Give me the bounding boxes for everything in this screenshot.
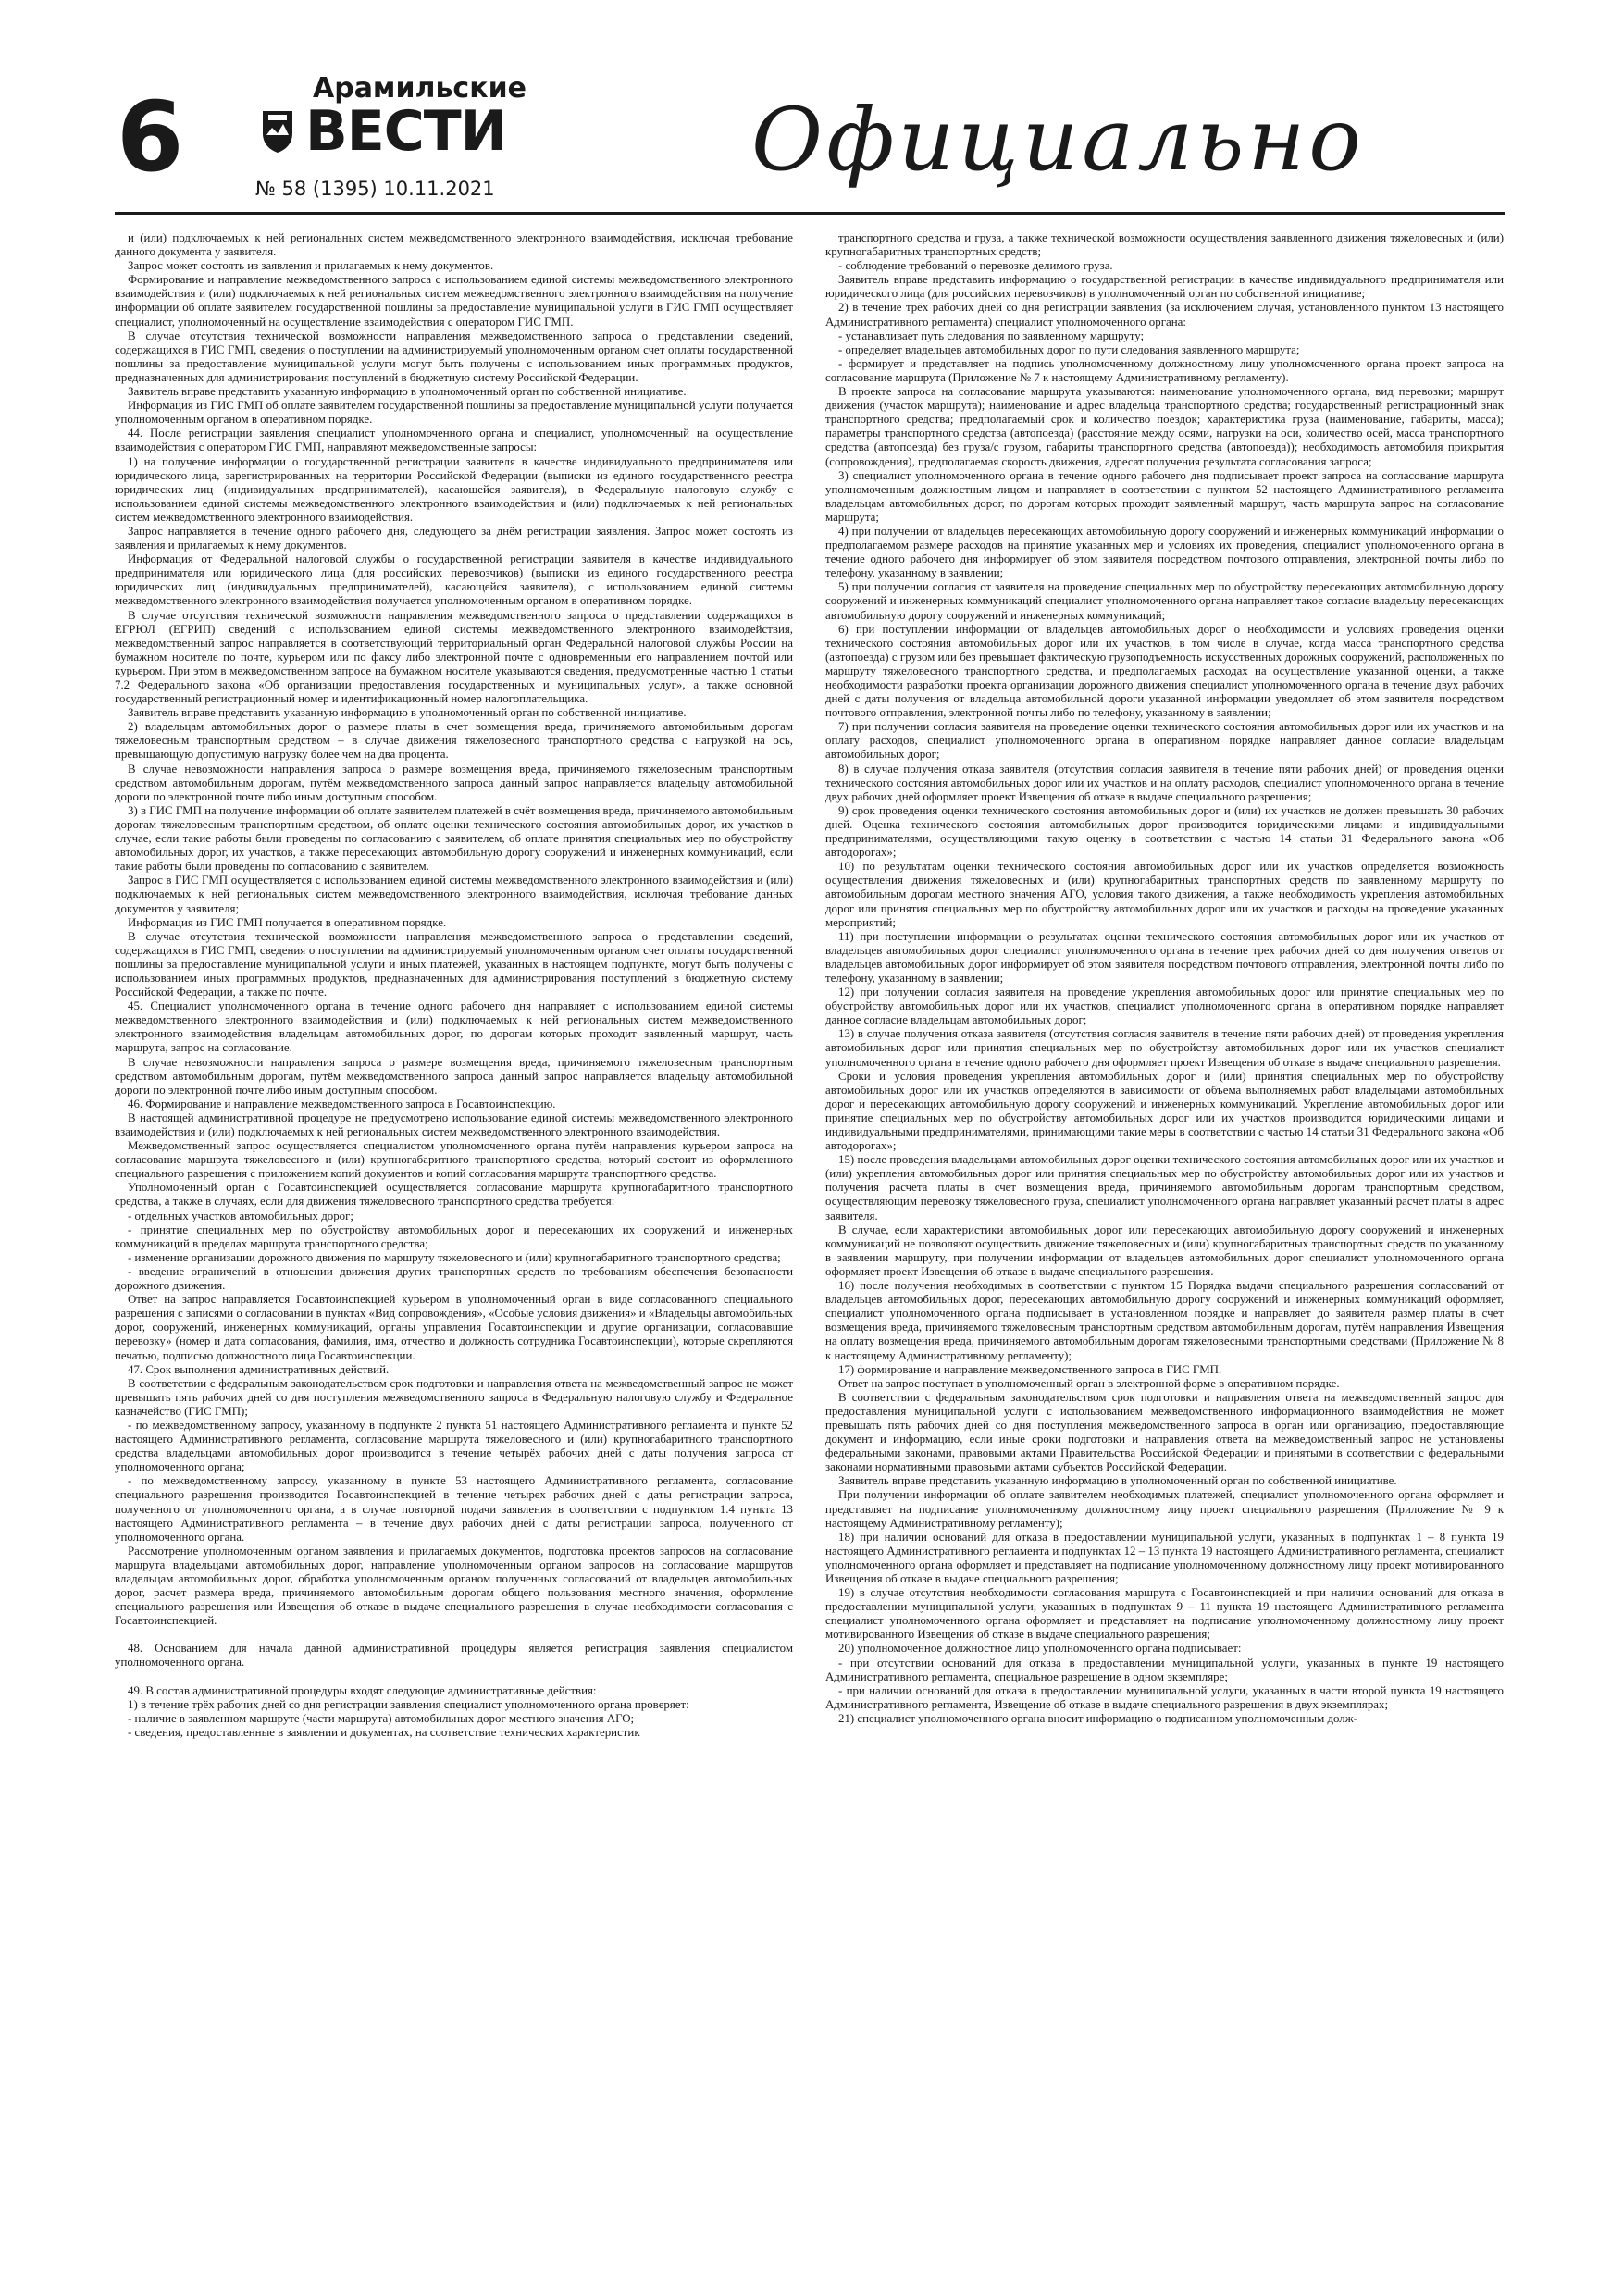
paragraph: В случае, если характеристики автомобильных дорог или пересекающих автомобильную дорогу сооружений и инженерных коммуникаций не позволяют осуществить движение тяжеловесных и (или) крупногабаритных транспортных средств по указанному в заявлении маршруту, при получении информации от владельцев автомобильных дорог специалист уполномоченного органа оформляет проект Извещения об отказе в выдаче специального разрешения.: [825, 1222, 1504, 1278]
paragraph: Информация из ГИС ГМП получается в оперативном порядке.: [128, 915, 447, 929]
paragraph: Заявитель вправе представить указанную информацию в уполномоченный орган по собственной инициативе.: [838, 1474, 1397, 1488]
paragraph: 20) уполномоченное должностное лицо уполномоченного органа подписывает:: [838, 1642, 1242, 1656]
article-column-right: [825, 231, 1504, 1726]
paragraph: - отдельных участков автомобильных дорог;: [128, 1209, 353, 1222]
paragraph: 46. Формирование и направление межведомственного запроса в Госавтоинспекцию.: [128, 1097, 556, 1111]
paragraph: 3) специалист уполномоченного органа в течение одного рабочего дня подписывает проект запроса на согласование маршрута уполномоченным должностным лицом и направляет в соответствии с пунктом 52 настоящего Административного регламента владельцам автомобильных дорог, по дорогам которых проходит заявленный маршрут, часть маршрута запрос на согласование маршрута;: [825, 468, 1504, 524]
paragraph: 3) в ГИС ГМП на получение информации об оплате заявителем платежей в счёт возмещения вреда, причиняемого автомобильным дорогам тяжеловесным транспортным средством, об оплате оценки технического состояния автомобильных дорог, их участков в случае, если такие работы были проведены по согласованию с заявителем, об оплате принятия специальных мер по обустройству автомобильных дорог, их участков, а также пересекающих автомобильную дорогу сооружений и инженерных коммуникаций, если такие работы были проведены по согласованию с заявителем.: [115, 803, 793, 874]
paragraph: 1) в течение трёх рабочих дней со дня регистрации заявления специалист уполномоченного органа проверяет:: [128, 1697, 689, 1711]
paragraph: 21) специалист уполномоченного органа вносит информацию о подписанном уполномоченным долж-: [838, 1711, 1357, 1725]
paragraph: 47. Срок выполнения административных действий.: [128, 1362, 390, 1376]
header-rule: [115, 212, 1505, 215]
paragraph: - введение ограничений в отношении движения других транспортных средств по требованиям обеспечения безопасности дорожного движения.: [115, 1264, 793, 1293]
paragraph: Уполномоченный орган с Госавтоинспекцией осуществляется согласование маршрута крупногабаритного транспортного средства, а также в случаях, если для движения тяжеловесного транспортного средства требуется:: [115, 1181, 793, 1209]
paragraph: 4) при получении от владельцев пересекающих автомобильную дорогу сооружений и инженерных коммуникаций информации о предполагаемом размере расходов на принятие указанных мер и условиях их проведения, специалист уполномоченного органа в течение одного рабочего дня информирует об этом заявителя посредством почтового отправления, электронной почты либо по телефону, указанному в заявлении;: [825, 524, 1504, 580]
paragraph: Заявитель вправе представить указанную информацию в уполномоченный орган по собственной инициативе.: [128, 706, 687, 720]
paragraph: В проекте запроса на согласование маршрута указываются: наименование уполномоченного органа, вид перевозки; маршрут движения (участок маршрута); наименование и адрес владельца транспортного средства; государственный регистрационный знак транспортного средства; предполагаемый срок и количество поездок; характеристика груза (наименование, габариты, масса); параметры транспортного средства (автопоезда) (расстояние между осями, нагрузки на оси, количество осей, масса транспортного средства (автопоезда) без груза/с грузом, габариты транспортного средства (автопоезда)); необходимость автомобиля прикрытия (сопровождения), предполагаемая скорость движения, адресат получения результата согласования запроса;: [825, 385, 1504, 468]
paragraph: 11) при поступлении информации о результатах оценки технического состояния автомобильных дорог или их участков от владельцев автомобильных дорог специалист уполномоченного органа в течение трех рабочих дней со дня получения ответов от владельцев автомобильных дорог информирует об этом заявителя посредством почтового отправления, электронной почты либо по телефону, указанному в заявлении;: [825, 929, 1504, 985]
paragraph: 2) в течение трёх рабочих дней со дня регистрации заявления (за исключением случая, установленного пунктом 13 настоящего Административного регламента) специалист уполномоченного органа:: [825, 301, 1504, 329]
issue-number: № 58 (1395) 10.11.2021: [255, 178, 495, 200]
paragraph: Формирование и направление межведомственного запроса с использованием единой системы межведомственного электронного взаимодействия и (или) подключаемых к ней региональных систем межведомственного электронного взаимодействия на получение информации об оплате заявителем государственной пошлины за предоставление муниципальной услуги в ГИС ГМП осуществляет специалист, уполномоченный на осуществление взаимодействия с оператором ГИС ГМП.: [115, 273, 793, 329]
paragraph: Запрос в ГИС ГМП осуществляется с использованием единой системы межведомственного электронного взаимодействия и (или) подключаемых к ней региональных систем межведомственного электронного взаимодействия, исключая требование данных документов у заявителя;: [115, 874, 793, 915]
section-title: Официально: [751, 90, 1365, 191]
paragraph: - изменение организации дорожного движения по маршруту тяжеловесного и (или) крупногабаритного транспортного средства;: [128, 1250, 781, 1264]
paragraph: - при отсутствии оснований для отказа в предоставлении муниципальной услуги, указанных в пункте 19 настоящего Административного регламента, специальное разрешение в одном экземпляре;: [825, 1656, 1504, 1683]
paragraph: Ответ на запрос направляется Госавтоинспекцией курьером в уполномоченный орган в виде согласованного специального разрешения с записями о согласовании в пунктах «Вид сопровождения», «Особые условия движения» и «Владельцы автомобильных дорог, сооружений, инженерных коммуникаций, органы управления Госавтоинспекции и другие организации, согласовавшие перевозку» (номер и дата согласования, фамилия, имя, отчество и должность сотрудника Госавтоинспекции), которые скрепляются печатью, подписью должностного лица Госавтоинспекции.: [115, 1293, 793, 1362]
paragraph: 15) после проведения владельцами автомобильных дорог оценки технического состояния автомобильных дорог или их участков и (или) укрепления автомобильных дорог или принятия специальных мер по обустройству автомобильных дорог или их участков и получения расчета платы в счет возмещения вреда, причиняемого автомобильным дорогам транспортным средством, осуществляющим перевозку тяжеловесного груза, специалист уполномоченного органа направляет указанный расчёт платы в адрес заявителя.: [825, 1153, 1504, 1222]
paragraph: - по межведомственному запросу, указанному в подпункте 2 пункта 51 настоящего Административного регламента и пункте 52 настоящего Административного регламента, согласование маршрута тяжеловесного и (или) крупногабаритного транспортного средства владельцами автомобильных дорог производится в течение четырёх рабочих дней с даты получения запроса от уполномоченного органа;: [115, 1418, 793, 1474]
newspaper-logo: [252, 65, 527, 167]
paragraph: В случае отсутствия технической возможности направления межведомственного запроса о представлении сведений, содержащихся в ГИС ГМП, сведения о поступлении на администрируемый уполномоченным органом счет оплаты государственной пошлины за предоставление муниципальной услуги могут быть получены с использованием иных программных продуктов, предназначенных для администрирования поступлений в бюджетную систему Российской Федерации.: [115, 329, 793, 384]
logo-top-text: Арамильские: [313, 72, 527, 105]
paragraph: При получении информации об оплате заявителем необходимых платежей, специалист уполномоченного органа оформляет и представляет на подписание уполномоченному должностному лицу проект специального разрешения (Приложение № 9 к настоящему Административному регламенту);: [825, 1488, 1504, 1530]
article-column-left: [115, 231, 793, 1740]
paragraph: 9) срок проведения оценки технического состояния автомобильных дорог и (или) их участков не должен превышать 30 рабочих дней. Оценка технического состояния автомобильных дорог производится юридическими лицами и индивидуальными предпринимателями, осуществляющими такую оценку в соответствии с частью 14 статьи 31 Федерального закона «Об автодорогах»;: [825, 803, 1504, 860]
paragraph: - по межведомственному запросу, указанному в пункте 53 настоящего Административного регламента, согласование специального разрешения производится Госавтоинспекцией в течение четырех рабочих дней с даты регистрации запроса, полученного от уполномоченного органа, а в случае повторной подачи заявления в соответствии с подпунктом 1.4 пункта 13 настоящего Административного регламента – в течение двух рабочих дней с даты регистрации запроса, полученного от уполномоченного органа.: [115, 1474, 793, 1544]
paragraph: и (или) подключаемых к ней региональных систем межведомственного электронного взаимодействия, исключая требование данного документа у заявителя.: [115, 231, 793, 259]
paragraph: В соответствии с федеральным законодательством срок подготовки и направления ответа на межведомственный запрос для предоставления муниципальной услуги с использованием межведомственного информационного взаимодействия не может превышать пять рабочих дней со дня поступления межведомственного запроса в орган или организацию, предоставляющие документ и информацию, если иные сроки подготовки и направления ответа на межведомственный запрос не установлены федеральными законами, правовыми актами Правительства Российской Федерации и принятыми в соответствии с федеральными законами нормативными правовыми актами субъектов Российской Федерации.: [825, 1390, 1504, 1474]
paragraph: - формирует и представляет на подпись уполномоченному должностному лицу уполномоченного органа проект запроса на согласование маршрута (Приложение № 7 к настоящему Административному регламенту).: [825, 356, 1504, 384]
paragraph: 16) после получения необходимых в соответствии с пунктом 15 Порядка выдачи специального разрешения согласований от владельцев автомобильных дорог, пересекающих автомобильную дорогу сооружений и инженерных коммуникаций оформляет, специалист уполномоченного органа подписывает в установленном порядке и направляет до заявителя размер платы в счет возмещения вреда, причиняемого тяжеловесным транспортным средством автомобильным дорогам, путём направления Извещения на оплату возмещения вреда, причиняемого автомобильным дорогам тяжеловесными транспортными средствами (Приложение № 8 к настоящему Административному регламенту);: [825, 1279, 1504, 1362]
paragraph: - наличие в заявленном маршруте (части маршрута) автомобильных дорог местного значения АГО;: [128, 1711, 635, 1725]
paragraph: Информация от Федеральной налоговой службы о государственной регистрации заявителя в качестве индивидуального предпринимателя или юридического лица (для российских перевозчиков) (выписки из единого государственного реестра юридических лиц (индивидуальных предпринимателей), касающейся заявителя), с использованием единой системы межведомственного электронного взаимодействия получается уполномоченным органом в оперативном порядке.: [115, 552, 793, 608]
paragraph: Межведомственный запрос осуществляется специалистом уполномоченного органа путём направления курьером запроса на согласование маршрута тяжеловесного и (или) крупногабаритного транспортного средства, который состоит из оформленного специального разрешения с приложением копий документов и копий согласования маршрута транспортного средства.: [115, 1139, 793, 1181]
paragraph: - определяет владельцев автомобильных дорог по пути следования заявленного маршрута;: [838, 342, 1300, 356]
paragraph: 19) в случае отсутствия необходимости согласования маршрута с Госавтоинспекцией и при наличии оснований для отказа в предоставлении муниципальной услуги, указанных в подпунктах 9 – 11 пункта 19 настоящего Административного регламента специалист уполномоченного органа оформляет и представляет на подписание уполномоченному должностному лицу проект мотивированного Извещения об отказе в выдаче специального разрешения;: [825, 1586, 1504, 1642]
paragraph: Заявитель вправе представить информацию о государственной регистрации в качестве индивидуального предпринимателя или юридического лица (для российских перевозчиков) в уполномоченный орган по собственной инициативе;: [825, 273, 1504, 301]
paragraph: 5) при получении согласия от заявителя на проведение специальных мер по обустройству пересекающих автомобильную дорогу сооружений и инженерных коммуникаций специалист уполномоченного органа направляет такое согласие владельцу пересекающих автомобильную дорогу сооружений и инженерных коммуникаций;: [825, 580, 1504, 622]
paragraph: 45. Специалист уполномоченного органа в течение одного рабочего дня направляет с использованием единой системы межведомственного электронного взаимодействия и (или) подключаемых к ней региональных систем межведомственного электронного взаимодействия владельцам автомобильных дорог, по дорогам которых проходит заявленный маршрут, часть маршрута, запрос на согласование.: [115, 999, 793, 1055]
paragraph: 1) на получение информации о государственной регистрации заявителя в качестве индивидуального предпринимателя или юридического лица, зарегистрированных на территории Российской Федерации (выписки из единого государственного реестра юридических лиц (индивидуальных предпринимателей), касающейся заявителя), в Федеральную налоговую службу с использованием единой системы межведомственного электронного взаимодействия и (или) подключаемых к ней региональных систем межведомственного электронного взаимодействия.: [115, 454, 793, 524]
paragraph: Запрос может состоять из заявления и прилагаемых к нему документов.: [128, 259, 494, 273]
coat-of-arms-icon: [259, 107, 296, 154]
paragraph: 12) при получении согласия заявителя на проведение укрепления автомобильных дорог или принятие специальных мер по обустройству автомобильных дорог или их участков, специалист уполномоченного органа в оперативном порядке направляет данное согласие владельцам автомобильных дорог;: [825, 986, 1504, 1027]
paragraph: Сроки и условия проведения укрепления автомобильных дорог и (или) принятия специальных мер по обустройству автомобильных дорог или их участков определяются в зависимости от объема выполняемых работ владельцами автомобильных дорог и пересекающих автомобильную дорогу сооружений и инженерных коммуникаций. Укрепление автомобильных дорог или принятие специальных мер по обустройству автомобильных дорог или их участков производится юридическими лицами и индивидуальными предпринимателями, принимающими такие меры в соответствии с частью 14 статьи 31 Федерального закона «Об автодорогах»;: [825, 1069, 1504, 1153]
paragraph: - устанавливает путь следования по заявленному маршруту;: [838, 329, 1145, 342]
paragraph: Заявитель вправе представить указанную информацию в уполномоченный орган по собственной инициативе.: [128, 385, 687, 399]
paragraph: - сведения, предоставленные в заявлении и документах, на соответствие технических характеристик: [128, 1725, 640, 1739]
paragraph: - при наличии оснований для отказа в предоставлении муниципальной услуги, указанных в части второй пункта 19 настоящего Административного регламента, Извещение об отказе в выдаче специального разрешения в двух экземплярах;: [825, 1683, 1504, 1711]
paragraph: 2) владельцам автомобильных дорог о размере платы в счет возмещения вреда, причиняемого автомобильным дорогам тяжеловесным транспортным средством – в случае движения тяжеловесного транспортного средства с нагрузкой на ось, превышающую допустимую нагрузку более чем на два процента.: [115, 720, 793, 762]
page-number: 6: [117, 81, 184, 193]
paragraph: 13) в случае получения отказа заявителя (отсутствия согласия заявителя в течение пяти рабочих дней) от проведения укрепления автомобильных дорог или принятия специальных мер по обустройству автомобильных дорог или их участков специалист уполномоченного органа в течение одного рабочего дня оформляет проект Извещения об отказе в выдаче специального разрешения.: [825, 1027, 1504, 1069]
paragraph: - соблюдение требований о перевозке делимого груза.: [838, 259, 1113, 273]
paragraph: 10) по результатам оценки технического состояния автомобильных дорог или их участков определяется возможность осуществления движения тяжеловесных и (или) крупногабаритных транспортных средств по заявленному маршруту по автомобильным дорогам местного значения АГО, условия такого движения, а также необходимость укрепления автомобильных дорог или принятия специальных мер по обустройству автомобильных дорог или их участков и расходы на проведение указанных мероприятий;: [825, 860, 1504, 929]
paragraph: - принятие специальных мер по обустройству автомобильных дорог и пересекающих их сооружений и инженерных коммуникаций в пределах маршрута транспортного средства;: [115, 1222, 793, 1250]
paragraph: 8) в случае получения отказа заявителя (отсутствия согласия заявителя в течение пяти рабочих дней) от проведения оценки технического состояния автомобильных дорог или их участков и на оплату расходов, специалист уполномоченного органа в течение двух рабочих дней оформляет проект Извещения об отказе в выдаче специального разрешения;: [825, 762, 1504, 803]
paragraph: В случае невозможности направления запроса о размере возмещения вреда, причиняемого тяжеловесным транспортным средством автомобильным дорогам, путём межведомственного запроса данный запрос направляется владельцу автомобильной дороги по электронной почте либо иным доступным способом.: [115, 762, 793, 803]
paragraph: 17) формирование и направление межведомственного запроса в ГИС ГМП.: [838, 1362, 1222, 1376]
paragraph: В настоящей административной процедуре не предусмотрено использование единой системы межведомственного электронного взаимодействия и (или) подключаемых к ней региональных систем межведомственного электронного взаимодействия.: [115, 1111, 793, 1138]
paragraph: В случае невозможности направления запроса о размере возмещения вреда, причиняемого тяжеловесным транспортным средством автомобильным дорогам, путём межведомственного запроса данный запрос направляется владельцу автомобильной дороги по электронной почте либо иным доступным способом.: [115, 1055, 793, 1097]
paragraph: 49. В состав административной процедуры входят следующие административные действия:: [128, 1683, 597, 1697]
paragraph: В случае отсутствия технической возможности направления межведомственного запроса о представлении содержащихся в ЕГРЮЛ (ЕГРИП) сведений с использованием единой системы межведомственного электронного взаимодействия, межведомственный запрос направляется в соответствующий территориальный орган Федеральной налоговой службы России на бумажном носителе по почте, курьером или по факсу либо электронной почте с одновременным его направлением почтой или курьером. При этом в межведомственном запросе на бумажном носителе указываются сведения, предусмотренные частью 1 статьи 7.2 Федерального закона «Об организации предоставления государственных и муниципальных услуг», а также основной государственный регистрационный номер и идентификационный номер налогоплательщика.: [115, 608, 793, 706]
paragraph: 18) при наличии оснований для отказа в предоставлении муниципальной услуги, указанных в подпунктах 1 – 8 пункта 19 настоящего Административного регламента и подпунктах 12 – 13 пункта 19 настоящего Административного регламента, специалист уполномоченного органа оформляет и представляет на подписание уполномоченному должностному лицу проект мотивированного Извещения об отказе в выдаче специального разрешения;: [825, 1530, 1504, 1585]
paragraph: 48. Основанием для начала данной административной процедуры является регистрация заявления специалистом уполномоченного органа.: [115, 1642, 793, 1669]
paragraph: В соответствии с федеральным законодательством срок подготовки и направления ответа на межведомственный запрос не может превышать пять рабочих дней со дня поступления межведомственного запроса в Федеральную налоговую службу и Федеральное казначейство (ГИС ГМП);: [115, 1376, 793, 1418]
logo-main-text: ВЕСТИ: [305, 99, 506, 164]
paragraph: 44. После регистрации заявления специалист уполномоченного органа и специалист, уполномоченный на осуществление взаимодействия с оператором ГИС ГМП, направляют межведомственные запросы:: [115, 427, 793, 454]
paragraph: Информация из ГИС ГМП об оплате заявителем государственной пошлины за предоставление муниципальной услуги получается уполномоченным органом в оперативном порядке.: [115, 399, 793, 427]
paragraph: Ответ на запрос поступает в уполномоченный орган в электронной форме в оперативном порядке.: [838, 1376, 1340, 1390]
paragraph: транспортного средства и груза, а также технической возможности осуществления заявленного движения тяжеловесных и (или) крупногабаритных транспортных средств;: [825, 231, 1504, 259]
paragraph: 7) при получении согласия заявителя на проведение оценки технического состояния автомобильных дорог или их участков и на оплату расходов, специалист уполномоченного органа в оперативном порядке направляет данное согласие владельцам автомобильных дорог;: [825, 720, 1504, 762]
paragraph: 6) при поступлении информации от владельцев автомобильных дорог о необходимости и условиях проведения оценки технического состояния автомобильных дорог или их участков, в том числе в случае, когда масса транспортного средства (автопоезда) с грузом или без превышает фактическую грузоподъемность искусственных дорожных сооружений, расположенных по маршруту тяжеловесного транспортного средства, и предполагаемых расходах на осуществление указанной оценки, а также необходимости разработки проекта организации дорожного движения специалист уполномоченного органа в течение двух рабочих дней с даты получения от владельца автомобильной дороги указанной информации уведомляет об этом заявителя посредством почтового отправления, электронной почты либо по телефону, указанному в заявлении;: [825, 622, 1504, 720]
paragraph: В случае отсутствия технической возможности направления межведомственного запроса о представлении сведений, содержащихся в ГИС ГМП, сведения о поступлении на администрируемый уполномоченным органом счет оплаты государственной пошлины за предоставление муниципальной услуги и иных платежей, указанных в настоящем подпункте, могут быть получены с использованием иных программных продуктов, предназначенных для администрирования поступлений в бюджетную систему Российской Федерации, а также по почте.: [115, 929, 793, 999]
paragraph: Рассмотрение уполномоченным органом заявления и прилагаемых документов, подготовка проектов запросов на согласование маршрута владельцами автомобильных дорог, направление уполномоченным органом запросов на согласование маршрутов владельцам автомобильных дорог, обработка уполномоченным органом полученных согласований от владельцев автомобильных дорог, расчет размера вреда, причиняемого автомобильным дорогам общего пользования местного значения, оформление специального разрешения или Извещения об отказе в выдаче специального разрешения в случае необходимости согласования с Госавтоинспекцией.: [115, 1544, 793, 1628]
paragraph: Запрос направляется в течение одного рабочего дня, следующего за днём регистрации заявления. Запрос может состоять из заявления и прилагаемых к нему документов.: [115, 524, 793, 552]
